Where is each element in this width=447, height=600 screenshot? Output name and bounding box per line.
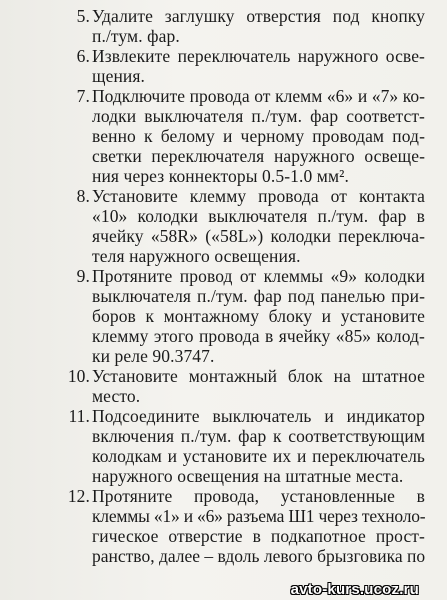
step-text-line: выключателя п./тум. фар под панелью при-: [92, 286, 425, 306]
step-number: 11.: [68, 406, 90, 426]
step-text-line: Подсоедините выключатель и индикатор: [92, 406, 425, 426]
step-text-line: Установите монтажный блок на штатное: [92, 366, 425, 386]
step-item: [0, 366, 447, 406]
step-text-line: включения п./тум. фар к соответствующим: [92, 426, 425, 446]
step-number: 9.: [76, 266, 90, 286]
step-item: [0, 86, 447, 186]
step-text-line: клемму этого провода в ячейку «85» колод-: [92, 326, 425, 346]
step-text-line: клеммы «1» и «6» разъема Ш1 через техноло-: [92, 506, 425, 526]
step-text-line: лодки выключателя п./тум. фар соответст-: [92, 106, 425, 126]
step-item: [0, 186, 447, 266]
step-text-line: гическое отверстие в подкапотное прост-: [92, 526, 425, 546]
step-text-line: Подключите провода от клемм «6» и «7» ко-: [92, 86, 425, 106]
instruction-list: [0, 6, 447, 566]
step-text-line: боров к монтажному блоку и установите: [92, 306, 425, 326]
step-text-line: ки реле 90.3747.: [92, 346, 215, 366]
step-number: 6.: [76, 46, 90, 66]
step-text-line: место.: [92, 386, 141, 406]
step-text-line: щения.: [92, 66, 145, 86]
step-text-line: ния через коннекторы 0.5-1.0 мм².: [92, 166, 349, 186]
step-item: [0, 406, 447, 486]
step-item: [0, 486, 447, 566]
step-text-line: Протяните провод от клеммы «9» колодки: [92, 266, 425, 286]
step-text-line: Извлеките переключатель наружного осве-: [92, 46, 425, 66]
step-number: 8.: [76, 186, 90, 206]
step-text-line: Установите клемму провода от контакта: [92, 186, 425, 206]
step-item: [0, 6, 447, 46]
step-text-line: «10» колодки выключателя п./тум. фар в: [92, 206, 425, 226]
step-number: 7.: [76, 86, 90, 106]
step-text-line: ячейку «58R» («58L») колодки переключа-: [92, 226, 425, 246]
step-item: [0, 266, 447, 366]
step-text-line: п./тум. фар.: [92, 26, 180, 46]
step-item: [0, 46, 447, 86]
step-number: 10.: [67, 366, 90, 386]
step-text-line: Протяните провода, установленные в: [92, 486, 425, 506]
step-text-line: Удалите заглушку отверстия под кнопку: [92, 6, 425, 26]
step-text-line: колодкам и установите их и переключатель: [92, 446, 425, 466]
step-number: 12.: [67, 486, 90, 506]
step-text-line: ранство, далее – вдоль левого брызговика по: [92, 546, 425, 566]
step-text-line: светки переключателя наружного освеще-: [92, 146, 425, 166]
step-text-line: теля наружного освещения.: [92, 246, 301, 266]
step-number: 5.: [76, 6, 90, 26]
step-text-line: венно к белому и черному проводам под-: [92, 126, 425, 146]
step-text-line: наружного освещения на штатные места.: [92, 466, 404, 486]
watermark-text: avto-kurs.ucoz.ru: [290, 581, 419, 598]
